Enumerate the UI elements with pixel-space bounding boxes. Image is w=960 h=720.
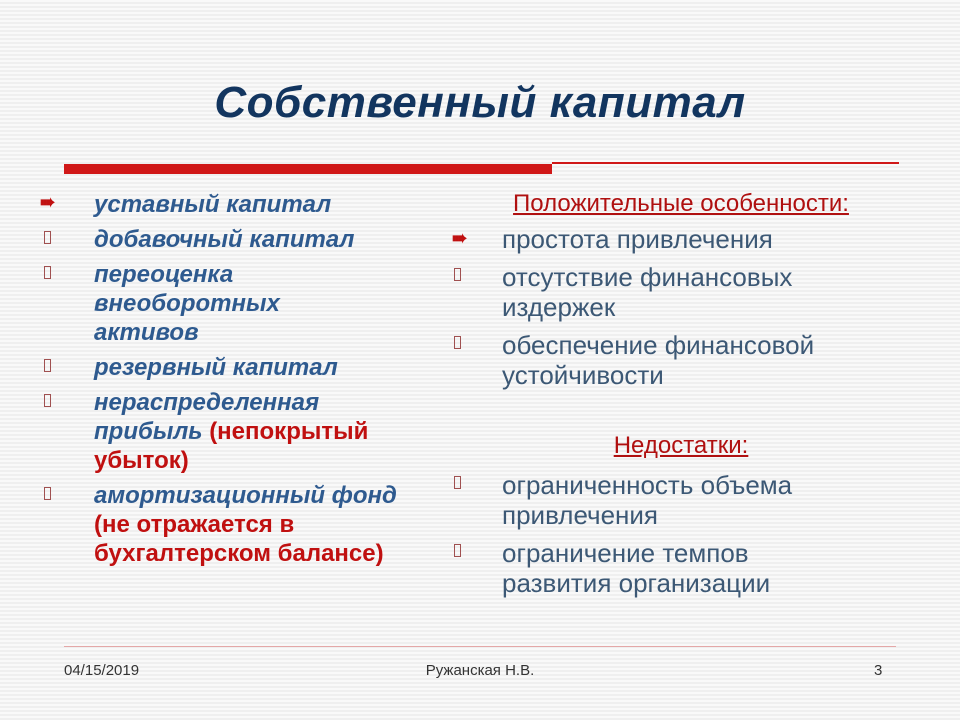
list-item (450, 538, 910, 598)
slide-number: 3 (874, 662, 883, 679)
footer-author: Ружанская Н.В. (425, 662, 535, 679)
box-bullet-icon (454, 476, 461, 489)
box-bullet-icon (44, 231, 51, 244)
box-bullet-icon (44, 359, 51, 372)
arrow-bullet-icon: ➠ (452, 228, 468, 248)
slide-title: Собственный капитал (214, 78, 746, 127)
list-item (450, 330, 910, 390)
pros-cons-column (450, 188, 910, 598)
box-bullet-icon (454, 268, 461, 281)
list-item (450, 262, 910, 322)
list-item-text: резервный капитал (94, 354, 338, 381)
box-bullet-icon (44, 487, 51, 500)
box-bullet-icon (44, 394, 51, 407)
list-item (40, 225, 435, 254)
list-item-text: обеспечение финансовой устойчивости (502, 330, 815, 390)
positive-features-heading: Положительные особенности: (513, 190, 849, 217)
list-item (40, 481, 435, 568)
list-item (40, 353, 435, 382)
list-item (450, 224, 910, 254)
list-item-note: (непокрытый убыток) (94, 418, 369, 474)
list-item (450, 470, 910, 530)
list-item-text: ограниченность объема привлечения (502, 470, 793, 530)
list-item-text: добавочный капитал (94, 226, 355, 253)
list-item-text: переоценка внеоборотных активов (94, 261, 280, 346)
footer-divider (64, 646, 896, 647)
box-bullet-icon (44, 266, 51, 279)
list-item (40, 260, 435, 347)
capital-components-list (40, 190, 435, 574)
drawbacks-heading: Недостатки: (613, 432, 749, 459)
list-item-note: (не отражается в бухгалтерском балансе) (94, 511, 384, 567)
arrow-bullet-icon: ➠ (40, 192, 56, 212)
list-item-text: простота привлечения (502, 224, 773, 254)
title-underline-thick (64, 164, 552, 174)
box-bullet-icon (454, 544, 461, 557)
footer-date: 04/15/2019 (64, 662, 140, 679)
list-item-text: амортизационный фонд (94, 482, 397, 509)
list-item (40, 190, 435, 219)
list-item-text: уставный капитал (94, 191, 332, 218)
title-underline-thin (552, 162, 899, 164)
list-item-text: нераспределенная прибыль (94, 389, 320, 445)
list-item-text: отсутствие финансовых издержек (502, 262, 793, 322)
list-item (40, 388, 435, 475)
box-bullet-icon (454, 336, 461, 349)
list-item-text: ограничение темпов развития организации (502, 538, 771, 598)
